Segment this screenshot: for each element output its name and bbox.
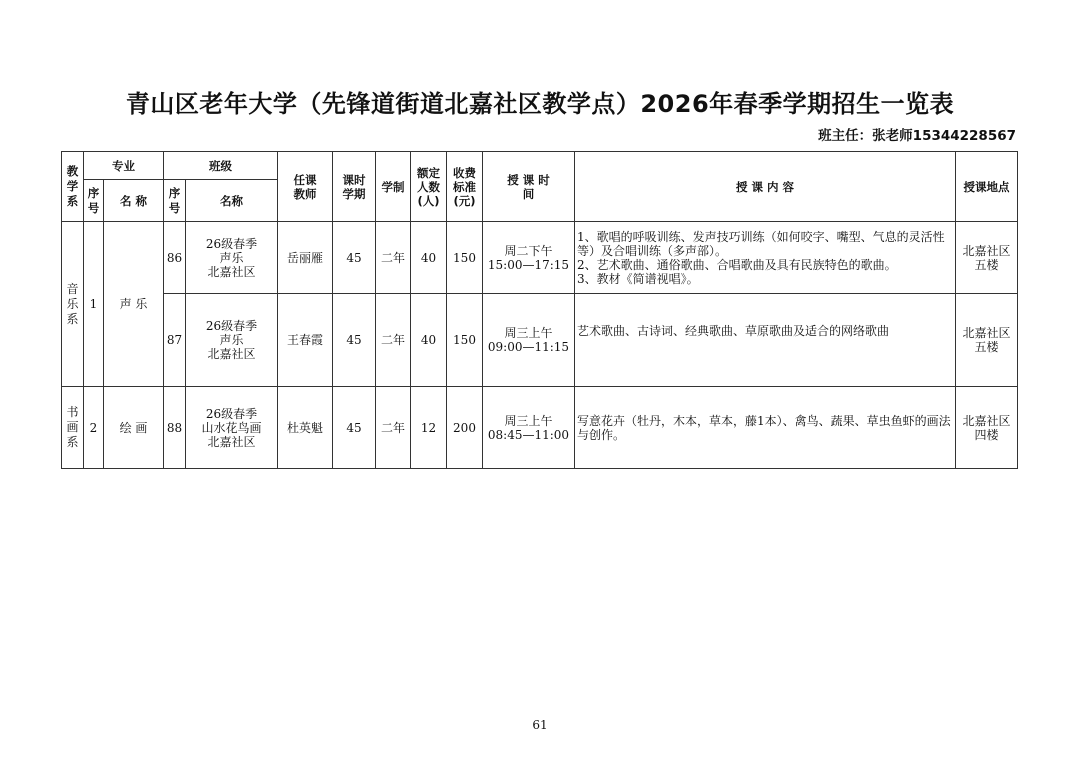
location-cell: 北嘉社区 四楼 [956,387,1018,469]
location-cell: 北嘉社区 五楼 [956,294,1018,387]
header-fee: 收费标准(元) [447,152,483,222]
page-title: 青山区老年大学（先锋道街道北嘉社区教学点）2026年春季学期招生一览表 [125,90,955,118]
header-major-seq: 序号 [84,180,104,222]
location-cell: 北嘉社区 五楼 [956,222,1018,294]
time-cell: 周三上午 09:00—11:15 [483,294,575,387]
department-cell: 书画系 [62,387,84,469]
header-major-name: 名 称 [104,180,164,222]
teacher-cell: 杜英魁 [278,387,333,469]
hours-cell: 45 [333,294,376,387]
time-cell: 周三上午 08:45—11:00 [483,387,575,469]
table-row [62,222,1018,294]
header-major: 专业 [84,152,164,180]
quota-cell: 40 [411,294,447,387]
quota-cell: 40 [411,222,447,294]
header-content: 授 课 内 容 [575,152,956,222]
table-row [62,387,1018,469]
class-seq-cell: 88 [164,387,186,469]
duration-cell: 二年 [376,387,411,469]
major-seq-cell: 2 [84,387,104,469]
class-seq-cell: 87 [164,294,186,387]
fee-cell: 150 [447,222,483,294]
header-hours: 课时学期 [333,152,376,222]
header-location: 授课地点 [956,152,1018,222]
header-duration: 学制 [376,152,411,222]
teacher-cell: 岳丽雁 [278,222,333,294]
header-class-name: 名称 [186,180,278,222]
header-teacher: 任课教师 [278,152,333,222]
content-cell: 写意花卉（牡丹，木本，草本，藤1本）、禽鸟、蔬果、草虫鱼虾的画法与创作。 [575,387,956,469]
fee-cell: 150 [447,294,483,387]
major-seq-cell: 1 [84,222,104,387]
header-quota: 额定人数(人) [411,152,447,222]
header-class: 班级 [164,152,278,180]
header-department: 教学系 [62,152,84,222]
page-number: 61 [532,718,548,732]
department-cell: 音乐系 [62,222,84,387]
header-class-seq: 序号 [164,180,186,222]
duration-cell: 二年 [376,222,411,294]
header-time: 授 课 时 间 [483,152,575,222]
head-teacher-contact: 班主任：张老师15344228567 [818,128,1016,144]
content-cell: 1、歌唱的呼吸训练、发声技巧训练（如何咬字、嘴型、气息的灵活性等）及合唱训练（多声部）。 2、艺术歌曲、通俗歌曲、合唱歌曲及具有民族特色的歌曲。 3、教材《简谱视唱》。 [575,222,956,294]
class-seq-cell: 86 [164,222,186,294]
header-row [62,152,1018,180]
teacher-cell: 王春霞 [278,294,333,387]
major-name-cell: 绘 画 [104,387,164,469]
hours-cell: 45 [333,387,376,469]
enrollment-table [61,151,1018,469]
class-name-cell: 26级春季 山水花鸟画 北嘉社区 [186,387,278,469]
hours-cell: 45 [333,222,376,294]
fee-cell: 200 [447,387,483,469]
class-name-cell: 26级春季 声乐 北嘉社区 [186,222,278,294]
table-row [62,294,1018,387]
class-name-cell: 26级春季 声乐 北嘉社区 [186,294,278,387]
major-name-cell: 声 乐 [104,222,164,387]
content-cell: 艺术歌曲、古诗词、经典歌曲、草原歌曲及适合的网络歌曲 [575,294,956,387]
time-cell: 周二下午 15:00—17:15 [483,222,575,294]
quota-cell: 12 [411,387,447,469]
duration-cell: 二年 [376,294,411,387]
